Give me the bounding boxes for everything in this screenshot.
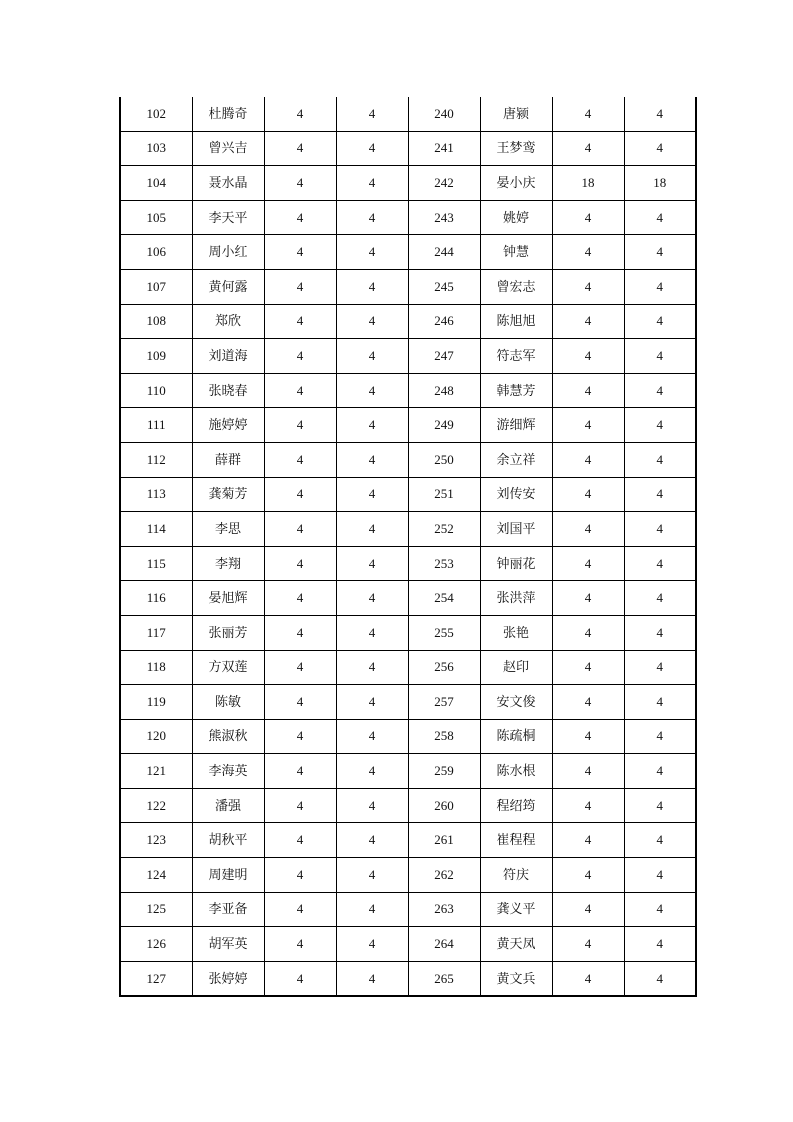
table-row	[120, 685, 696, 720]
right-value-a-cell: 4	[552, 131, 624, 166]
left-value-b-cell: 4	[336, 754, 408, 789]
left-id-cell: 124	[120, 858, 192, 893]
left-name-cell: 方双莲	[192, 650, 264, 685]
right-id-cell: 251	[408, 477, 480, 512]
left-id-cell: 106	[120, 235, 192, 270]
left-value-b-cell: 4	[336, 685, 408, 720]
left-name-cell: 胡军英	[192, 927, 264, 962]
right-name-cell: 陈水根	[480, 754, 552, 789]
left-name-cell: 李思	[192, 512, 264, 547]
table-row	[120, 546, 696, 581]
left-name-cell: 李翔	[192, 546, 264, 581]
left-value-a-cell: 4	[264, 477, 336, 512]
left-name-cell: 薛群	[192, 442, 264, 477]
right-id-cell: 261	[408, 823, 480, 858]
left-value-b-cell: 4	[336, 788, 408, 823]
right-value-a-cell: 4	[552, 200, 624, 235]
left-value-a-cell: 4	[264, 788, 336, 823]
left-value-b-cell: 4	[336, 581, 408, 616]
right-id-cell: 245	[408, 269, 480, 304]
right-id-cell: 254	[408, 581, 480, 616]
left-name-cell: 刘道海	[192, 339, 264, 374]
table-row	[120, 269, 696, 304]
table-row	[120, 477, 696, 512]
table-row	[120, 512, 696, 547]
left-value-a-cell: 4	[264, 546, 336, 581]
left-id-cell: 121	[120, 754, 192, 789]
table-row	[120, 650, 696, 685]
left-value-b-cell: 4	[336, 961, 408, 996]
right-value-a-cell: 4	[552, 408, 624, 443]
left-value-a-cell: 4	[264, 235, 336, 270]
right-value-b-cell: 4	[624, 235, 696, 270]
right-value-a-cell: 4	[552, 546, 624, 581]
left-name-cell: 曾兴吉	[192, 131, 264, 166]
right-value-a-cell: 4	[552, 512, 624, 547]
right-value-a-cell: 4	[552, 892, 624, 927]
left-id-cell: 107	[120, 269, 192, 304]
right-id-cell: 262	[408, 858, 480, 893]
left-value-b-cell: 4	[336, 892, 408, 927]
left-value-a-cell: 4	[264, 408, 336, 443]
left-value-a-cell: 4	[264, 719, 336, 754]
left-id-cell: 102	[120, 97, 192, 131]
left-name-cell: 李海英	[192, 754, 264, 789]
right-value-b-cell: 4	[624, 754, 696, 789]
right-id-cell: 250	[408, 442, 480, 477]
right-id-cell: 240	[408, 97, 480, 131]
left-value-a-cell: 4	[264, 961, 336, 996]
right-value-a-cell: 4	[552, 823, 624, 858]
right-id-cell: 248	[408, 373, 480, 408]
left-value-a-cell: 4	[264, 615, 336, 650]
left-value-b-cell: 4	[336, 235, 408, 270]
right-id-cell: 249	[408, 408, 480, 443]
left-name-cell: 张晓春	[192, 373, 264, 408]
right-name-cell: 王梦鸾	[480, 131, 552, 166]
right-value-b-cell: 4	[624, 961, 696, 996]
table-row	[120, 442, 696, 477]
left-value-a-cell: 4	[264, 97, 336, 131]
right-value-a-cell: 4	[552, 961, 624, 996]
right-name-cell: 张洪萍	[480, 581, 552, 616]
left-id-cell: 105	[120, 200, 192, 235]
table-row	[120, 339, 696, 374]
roster-table-body	[120, 97, 696, 996]
left-value-a-cell: 4	[264, 339, 336, 374]
right-value-a-cell: 4	[552, 477, 624, 512]
left-value-a-cell: 4	[264, 927, 336, 962]
left-value-a-cell: 4	[264, 269, 336, 304]
right-value-a-cell: 4	[552, 788, 624, 823]
left-id-cell: 115	[120, 546, 192, 581]
left-name-cell: 周建明	[192, 858, 264, 893]
right-value-b-cell: 4	[624, 858, 696, 893]
right-id-cell: 243	[408, 200, 480, 235]
left-name-cell: 熊淑秋	[192, 719, 264, 754]
right-value-a-cell: 4	[552, 858, 624, 893]
right-value-b-cell: 4	[624, 788, 696, 823]
table-row	[120, 858, 696, 893]
left-id-cell: 120	[120, 719, 192, 754]
right-name-cell: 曾宏志	[480, 269, 552, 304]
right-value-a-cell: 4	[552, 304, 624, 339]
right-name-cell: 韩慧芳	[480, 373, 552, 408]
left-name-cell: 胡秋平	[192, 823, 264, 858]
right-id-cell: 258	[408, 719, 480, 754]
right-name-cell: 黄天凤	[480, 927, 552, 962]
left-value-b-cell: 4	[336, 269, 408, 304]
left-value-a-cell: 4	[264, 131, 336, 166]
table-row	[120, 373, 696, 408]
right-id-cell: 263	[408, 892, 480, 927]
right-name-cell: 钟丽花	[480, 546, 552, 581]
right-value-b-cell: 4	[624, 719, 696, 754]
right-id-cell: 252	[408, 512, 480, 547]
left-id-cell: 103	[120, 131, 192, 166]
right-id-cell: 265	[408, 961, 480, 996]
left-value-a-cell: 4	[264, 754, 336, 789]
right-value-b-cell: 4	[624, 650, 696, 685]
right-name-cell: 刘传安	[480, 477, 552, 512]
right-value-a-cell: 4	[552, 339, 624, 374]
left-value-a-cell: 4	[264, 892, 336, 927]
left-id-cell: 116	[120, 581, 192, 616]
right-value-b-cell: 4	[624, 512, 696, 547]
left-id-cell: 122	[120, 788, 192, 823]
table-row	[120, 754, 696, 789]
right-id-cell: 257	[408, 685, 480, 720]
right-value-a-cell: 4	[552, 927, 624, 962]
left-value-a-cell: 4	[264, 512, 336, 547]
table-row	[120, 892, 696, 927]
right-name-cell: 龚义平	[480, 892, 552, 927]
table-row	[120, 615, 696, 650]
right-value-b-cell: 4	[624, 823, 696, 858]
right-name-cell: 游细辉	[480, 408, 552, 443]
right-value-b-cell: 4	[624, 269, 696, 304]
left-value-b-cell: 4	[336, 512, 408, 547]
left-name-cell: 周小红	[192, 235, 264, 270]
left-id-cell: 114	[120, 512, 192, 547]
right-id-cell: 253	[408, 546, 480, 581]
right-value-b-cell: 4	[624, 408, 696, 443]
left-name-cell: 张丽芳	[192, 615, 264, 650]
right-value-b-cell: 4	[624, 685, 696, 720]
left-value-b-cell: 4	[336, 546, 408, 581]
right-name-cell: 赵印	[480, 650, 552, 685]
left-value-b-cell: 4	[336, 927, 408, 962]
left-id-cell: 110	[120, 373, 192, 408]
table-row	[120, 131, 696, 166]
right-value-a-cell: 18	[552, 166, 624, 201]
left-name-cell: 郑欣	[192, 304, 264, 339]
left-value-a-cell: 4	[264, 200, 336, 235]
right-name-cell: 陈疏桐	[480, 719, 552, 754]
left-id-cell: 117	[120, 615, 192, 650]
right-value-b-cell: 4	[624, 373, 696, 408]
left-name-cell: 李天平	[192, 200, 264, 235]
right-value-b-cell: 4	[624, 339, 696, 374]
table-row	[120, 304, 696, 339]
right-id-cell: 260	[408, 788, 480, 823]
right-name-cell: 符庆	[480, 858, 552, 893]
right-name-cell: 唐颍	[480, 97, 552, 131]
right-name-cell: 程绍筠	[480, 788, 552, 823]
right-id-cell: 259	[408, 754, 480, 789]
left-value-b-cell: 4	[336, 719, 408, 754]
left-value-a-cell: 4	[264, 581, 336, 616]
table-row	[120, 408, 696, 443]
right-name-cell: 张艳	[480, 615, 552, 650]
right-value-a-cell: 4	[552, 685, 624, 720]
right-value-a-cell: 4	[552, 269, 624, 304]
roster-table	[119, 97, 697, 997]
table-row	[120, 235, 696, 270]
table-row	[120, 166, 696, 201]
left-value-a-cell: 4	[264, 166, 336, 201]
left-name-cell: 李亚备	[192, 892, 264, 927]
right-id-cell: 256	[408, 650, 480, 685]
left-id-cell: 113	[120, 477, 192, 512]
left-value-b-cell: 4	[336, 615, 408, 650]
left-value-b-cell: 4	[336, 166, 408, 201]
right-value-b-cell: 4	[624, 200, 696, 235]
table-row	[120, 927, 696, 962]
left-id-cell: 108	[120, 304, 192, 339]
right-value-b-cell: 4	[624, 892, 696, 927]
left-value-b-cell: 4	[336, 339, 408, 374]
left-name-cell: 陈敏	[192, 685, 264, 720]
right-name-cell: 姚婷	[480, 200, 552, 235]
left-name-cell: 聂水晶	[192, 166, 264, 201]
right-name-cell: 安文俊	[480, 685, 552, 720]
right-value-a-cell: 4	[552, 650, 624, 685]
right-value-a-cell: 4	[552, 615, 624, 650]
left-id-cell: 123	[120, 823, 192, 858]
right-value-a-cell: 4	[552, 373, 624, 408]
right-name-cell: 钟慧	[480, 235, 552, 270]
right-name-cell: 余立祥	[480, 442, 552, 477]
right-value-a-cell: 4	[552, 581, 624, 616]
table-row	[120, 200, 696, 235]
table-row	[120, 961, 696, 996]
left-name-cell: 潘强	[192, 788, 264, 823]
left-id-cell: 119	[120, 685, 192, 720]
table-row	[120, 719, 696, 754]
right-value-b-cell: 18	[624, 166, 696, 201]
right-name-cell: 符志军	[480, 339, 552, 374]
right-value-b-cell: 4	[624, 304, 696, 339]
left-name-cell: 龚菊芳	[192, 477, 264, 512]
left-id-cell: 111	[120, 408, 192, 443]
right-value-a-cell: 4	[552, 97, 624, 131]
right-value-b-cell: 4	[624, 131, 696, 166]
left-value-a-cell: 4	[264, 685, 336, 720]
right-value-b-cell: 4	[624, 927, 696, 962]
left-id-cell: 125	[120, 892, 192, 927]
right-value-b-cell: 4	[624, 546, 696, 581]
right-id-cell: 241	[408, 131, 480, 166]
left-value-a-cell: 4	[264, 373, 336, 408]
table-row	[120, 97, 696, 131]
left-id-cell: 104	[120, 166, 192, 201]
left-value-b-cell: 4	[336, 477, 408, 512]
left-value-b-cell: 4	[336, 408, 408, 443]
left-value-b-cell: 4	[336, 373, 408, 408]
right-value-b-cell: 4	[624, 581, 696, 616]
left-id-cell: 109	[120, 339, 192, 374]
left-name-cell: 施婷婷	[192, 408, 264, 443]
right-name-cell: 晏小庆	[480, 166, 552, 201]
right-id-cell: 242	[408, 166, 480, 201]
left-value-a-cell: 4	[264, 304, 336, 339]
left-name-cell: 杜腾奇	[192, 97, 264, 131]
right-id-cell: 247	[408, 339, 480, 374]
right-value-b-cell: 4	[624, 477, 696, 512]
left-value-b-cell: 4	[336, 131, 408, 166]
left-value-b-cell: 4	[336, 97, 408, 131]
right-value-b-cell: 4	[624, 97, 696, 131]
table-row	[120, 581, 696, 616]
left-id-cell: 118	[120, 650, 192, 685]
right-id-cell: 244	[408, 235, 480, 270]
left-value-b-cell: 4	[336, 442, 408, 477]
left-id-cell: 112	[120, 442, 192, 477]
left-id-cell: 126	[120, 927, 192, 962]
right-value-a-cell: 4	[552, 719, 624, 754]
left-id-cell: 127	[120, 961, 192, 996]
left-value-b-cell: 4	[336, 200, 408, 235]
right-id-cell: 246	[408, 304, 480, 339]
right-name-cell: 崔程程	[480, 823, 552, 858]
left-value-a-cell: 4	[264, 858, 336, 893]
right-name-cell: 黄文兵	[480, 961, 552, 996]
table-row	[120, 788, 696, 823]
left-value-b-cell: 4	[336, 650, 408, 685]
left-value-b-cell: 4	[336, 858, 408, 893]
right-value-a-cell: 4	[552, 442, 624, 477]
left-value-b-cell: 4	[336, 304, 408, 339]
left-value-a-cell: 4	[264, 442, 336, 477]
right-value-b-cell: 4	[624, 615, 696, 650]
right-name-cell: 刘国平	[480, 512, 552, 547]
left-name-cell: 晏旭辉	[192, 581, 264, 616]
right-id-cell: 255	[408, 615, 480, 650]
table-row	[120, 823, 696, 858]
left-name-cell: 黄何露	[192, 269, 264, 304]
left-name-cell: 张婷婷	[192, 961, 264, 996]
left-value-a-cell: 4	[264, 650, 336, 685]
right-value-b-cell: 4	[624, 442, 696, 477]
right-id-cell: 264	[408, 927, 480, 962]
right-value-a-cell: 4	[552, 754, 624, 789]
left-value-a-cell: 4	[264, 823, 336, 858]
right-value-a-cell: 4	[552, 235, 624, 270]
left-value-b-cell: 4	[336, 823, 408, 858]
right-name-cell: 陈旭旭	[480, 304, 552, 339]
